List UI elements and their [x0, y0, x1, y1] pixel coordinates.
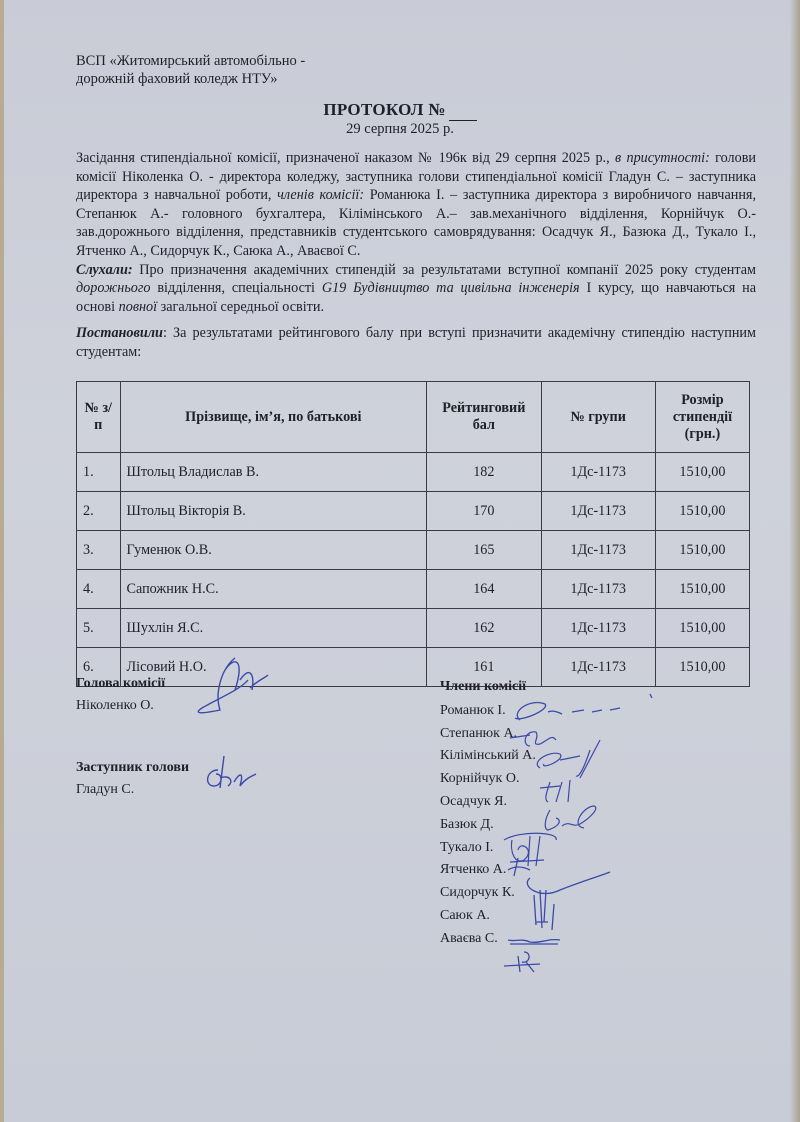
deputy-signature: [200, 752, 260, 794]
org-line-1: ВСП «Житомирський автомобільно -: [76, 53, 306, 69]
organization-header: [76, 52, 305, 88]
member-name: Корнійчук О.: [440, 771, 520, 787]
resolved-paragraph: [76, 324, 756, 361]
member-name: Тукало І.: [440, 839, 494, 855]
group-number: 1Дс-1173: [541, 492, 655, 531]
scholarship-amount: 1510,00: [655, 609, 749, 648]
table-header-row: [77, 382, 750, 453]
scholarship-amount: 1510,00: [655, 648, 749, 687]
table-row: [77, 492, 750, 531]
document-date: 29 серпня 2025 р.: [346, 121, 454, 137]
heard-label: Слухали:: [76, 261, 133, 278]
protocol-body: [76, 149, 756, 362]
chair-label: Голова комісії: [76, 676, 166, 691]
rating-score: 161: [427, 648, 541, 687]
student-name: Сапожник Н.С.: [120, 570, 427, 609]
row-number: 4.: [77, 570, 121, 609]
member-name: Саюк А.: [440, 907, 490, 923]
group-number: 1Дс-1173: [541, 453, 655, 492]
heard-text: І курсу, що навчаються на основі: [76, 280, 756, 315]
student-name: Штольц Владислав В.: [120, 453, 427, 492]
heard-text: відділення, спеціальності: [150, 280, 322, 297]
member-name: Базюк Д.: [440, 816, 494, 832]
members-label: Члени комісії: [440, 679, 527, 694]
row-number: 3.: [77, 531, 121, 570]
title-text: ПРОТОКОЛ №: [323, 100, 446, 119]
member-name: Степанюк А.: [440, 725, 518, 741]
paper-edge-right: [790, 0, 800, 1122]
chair-name: Ніколенко О.: [76, 698, 154, 713]
deputy-label: Заступник голови: [76, 760, 190, 775]
chair-signature-block: [76, 673, 189, 801]
student-name: Шухлін Я.С.: [120, 609, 427, 648]
rating-score: 162: [427, 609, 541, 648]
rating-score: 165: [427, 531, 541, 570]
scholarship-amount: 1510,00: [655, 570, 749, 609]
specialty-name: G19 Будівництво та цивільна інженерія: [321, 280, 580, 297]
row-number: 6.: [77, 648, 121, 687]
scholarship-table: [76, 381, 750, 687]
heard-text: Про призначення академічних стипендій за результатами вступної компанії 2025 року студентам: [132, 261, 756, 278]
members-signature-block: [440, 676, 536, 951]
rating-score: 182: [427, 453, 541, 492]
rating-score: 170: [427, 492, 541, 531]
deputy-signature-block: [76, 757, 189, 801]
document-title-block: [0, 100, 800, 138]
heard-text: загальної середньої освіти.: [157, 298, 325, 315]
group-number: 1Дс-1173: [541, 531, 655, 570]
table-row: [77, 570, 750, 609]
member-name: Сидорчук К.: [440, 885, 515, 901]
header-group: № групи: [541, 382, 655, 453]
header-number: № з/п: [77, 382, 121, 453]
heard-paragraph: [76, 261, 756, 317]
resolved-label: Постановили: [76, 325, 163, 342]
header-amount: Розмір стипендії (грн.): [655, 382, 749, 453]
row-number: 1.: [77, 453, 121, 492]
org-line-2: дорожній фаховий коледж НТУ»: [76, 71, 278, 87]
scholarship-amount: 1510,00: [655, 492, 749, 531]
student-name: Гуменюк О.В.: [120, 531, 427, 570]
table-row: [77, 531, 750, 570]
rating-score: 164: [427, 570, 541, 609]
header-score: Рейтинговий бал: [427, 382, 541, 453]
paper-edge-left: [0, 0, 4, 1122]
header-name: Прізвище, ім’я, по батькові: [120, 382, 427, 453]
deputy-name: Гладун С.: [76, 782, 135, 797]
member-name: Осадчук Я.: [440, 793, 508, 809]
member-name: Ятченко А.: [440, 862, 507, 878]
protocol-number-blank: [449, 100, 477, 121]
meeting-intro: [76, 149, 756, 261]
student-name: Лісовий Н.О.: [120, 648, 427, 687]
member-name: Аваєва С.: [440, 930, 498, 946]
present-text: голови комісії Ніколенка О. - директора коледжу, заступника голови стипендіальної комісії Гладун С. – заступника директора з навчальної роботи,: [76, 150, 757, 204]
student-name: Штольц Вікторія В.: [120, 492, 427, 531]
department-name: дорожнього: [76, 280, 151, 297]
intro-text: Засідання стипендіальної комісії, призначеної наказом № 196к від 29 серпня 2025 р.,: [76, 150, 610, 166]
group-number: 1Дс-1173: [541, 570, 655, 609]
resolved-text: : За результатами рейтингового балу при вступі призначити академічну стипендію наступним студентам:: [76, 325, 756, 360]
table-row: [77, 609, 750, 648]
member-name: Кілімінський А.: [440, 748, 536, 764]
members-text: Романюка І. – заступника директора з виробничого навчання, Степанюк А.- головного бухгалтера, Кілімінського А.– зав.механічного відділення, Корнійчук О.- зав.дорожнього відділення, представників студентського самоврядування: Осадчук Я., Базюка Д., Тукало І., Ятченко А., Сидорчук К., Саюка А., Аваєвої С.: [76, 187, 756, 259]
row-number: 5.: [77, 609, 121, 648]
group-number: 1Дс-1173: [541, 648, 655, 687]
scholarship-amount: 1510,00: [655, 531, 749, 570]
row-number: 2.: [77, 492, 121, 531]
member-name: Романюк І.: [440, 702, 506, 718]
table-row: [77, 453, 750, 492]
present-label: в присутності:: [614, 150, 710, 166]
scholarship-amount: 1510,00: [655, 453, 749, 492]
document-title: [0, 100, 800, 121]
education-level: повної: [118, 298, 158, 315]
group-number: 1Дс-1173: [541, 609, 655, 648]
members-label: членів комісії:: [277, 187, 365, 204]
